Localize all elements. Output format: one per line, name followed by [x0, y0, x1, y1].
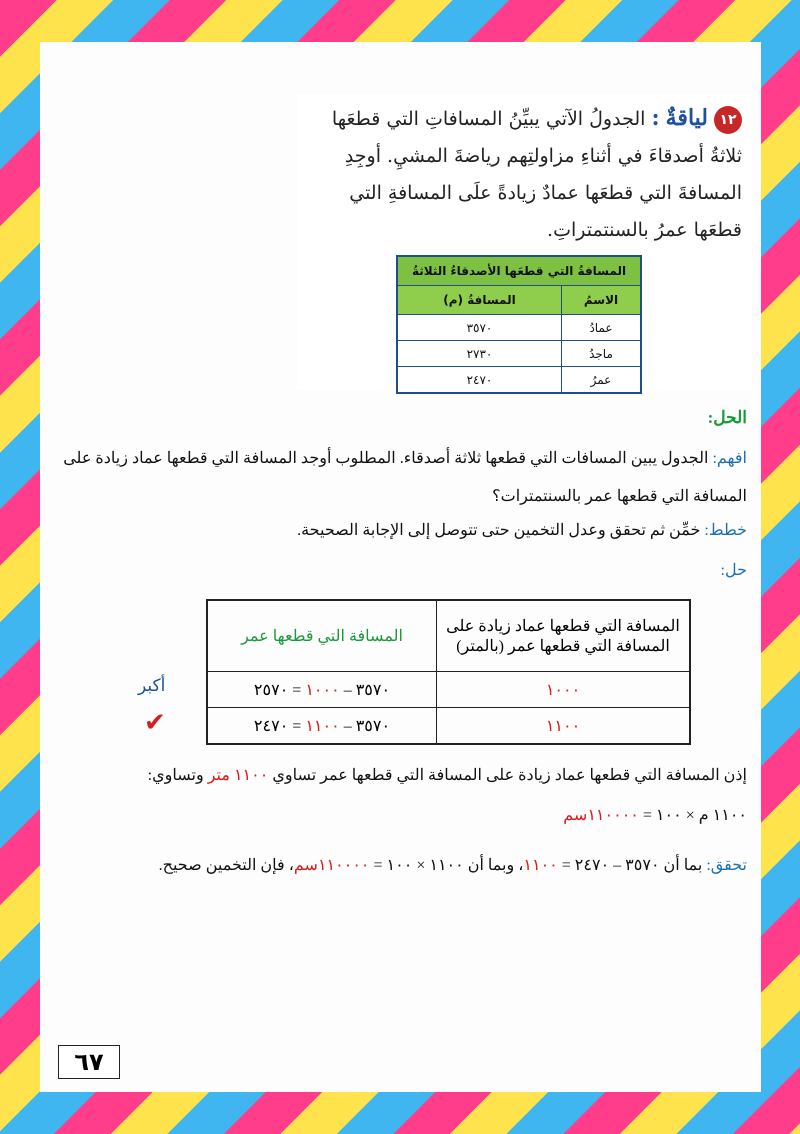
plan-step [57, 520, 747, 540]
solution-heading: الحل: [707, 408, 747, 427]
understand-text: الجدول يبين المسافات التي قطعها ثلاثة أصدقاء. المطلوب أوجد المسافة التي قطعها عماد زيادة على المسافة التي قطعها عمر بالسنتمترات؟ [63, 450, 747, 505]
table-cell-distance: ٣٥٧٠ [397, 315, 561, 341]
table-cell-name: عمرُ [561, 367, 641, 394]
distance-table [396, 255, 642, 394]
check-val2: ١١٠٠٠٠سم [293, 857, 370, 874]
understand-label: افهم: [712, 450, 747, 467]
problem-box [297, 94, 752, 390]
table-cell-distance: ٢٤٧٠ [397, 367, 561, 394]
problem-title: لياقةٌ [665, 105, 708, 131]
table-row [397, 341, 641, 367]
check-part2: ، وبما أن ١١٠٠ × ١٠٠ = [369, 857, 524, 874]
calc-cell [207, 672, 437, 708]
conversion-value: ١١٠٠٠٠سم [563, 807, 639, 824]
conversion-line [563, 805, 747, 825]
problem-text-block [312, 100, 742, 249]
calc-suffix: = ٢٤٧٠ [253, 717, 306, 735]
calc-guess: ١١٠٠ [305, 717, 340, 735]
calc-prefix: ٣٥٧٠ – [339, 717, 391, 735]
conclusion-line [57, 765, 747, 785]
page-number: ٦٧ [58, 1045, 120, 1079]
distance-table-caption: المسافةُ التي قطعَها الأصدقاءُ الثلاثةُ [397, 256, 641, 286]
checkmark-icon: ✔ [144, 708, 166, 738]
check-label: تحقق: [706, 857, 747, 874]
guess-cell: ١٠٠٠ [437, 672, 691, 708]
check-part1: بما أن ٣٥٧٠ – ٢٤٧٠ = [557, 857, 703, 874]
problem-number-badge: ١٢ [714, 106, 742, 134]
table-cell-distance: ٢٧٣٠ [397, 341, 561, 367]
page [40, 42, 761, 1092]
solve-label: حل: [720, 562, 747, 579]
table-cell-name: عمادُ [561, 315, 641, 341]
table-header-name: الاسمُ [561, 286, 641, 315]
calc-cell [207, 708, 437, 745]
guess-column-header: المسافة التي قطعها عماد زيادة على المسافة التي قطعها عمر (بالمتر) [437, 600, 691, 672]
result-column-header: المسافة التي قطعها عمر [207, 600, 437, 672]
check-step [57, 847, 747, 885]
conclusion-end: وتساوي: [147, 767, 204, 784]
understand-step [57, 440, 747, 516]
guess-check-table [206, 599, 691, 745]
title-separator: : [651, 105, 660, 131]
check-val1: ١١٠٠ [523, 857, 558, 874]
plan-label: خطط: [704, 522, 747, 539]
problem-statement: الجدولُ الآتي يبيِّنُ المسافاتِ التي قطعَها ثلاثةُ أصدقاءَ في أثناءِ مزاولتِهم رياضةَ المشيِ. أوجِدِ المسافةَ التي قطعَها عمادٌ زيادةً علَى المسافةِ التي قطعَها عمرُ بالسنتمتراتِ. [331, 108, 742, 241]
conclusion-text: إذن المسافة التي قطعها عماد زيادة على المسافة التي قطعها عمر تساوي [272, 767, 747, 784]
calc-prefix: ٣٥٧٠ – [339, 681, 391, 699]
note-bigger: أكبر [138, 676, 166, 695]
calc-guess: ١٠٠٠ [305, 681, 340, 699]
conversion-prefix: ١١٠٠ م × ١٠٠ = [638, 807, 747, 824]
table-row [207, 708, 690, 745]
plan-text: خمِّن ثم تحقق وعدل التخمين حتى تتوصل إلى الإجابة الصحيحة. [297, 522, 701, 539]
conclusion-value: ١١٠٠ متر [207, 767, 269, 784]
table-row [207, 672, 690, 708]
calc-suffix: = ٢٥٧٠ [253, 681, 306, 699]
table-row [397, 315, 641, 341]
table-cell-name: ماجدُ [561, 341, 641, 367]
table-row [397, 367, 641, 394]
guess-cell: ١١٠٠ [437, 708, 691, 745]
check-part3: ، فإن التخمين صحيح. [158, 857, 294, 874]
table-header-distance: المسافةُ (م) [397, 286, 561, 315]
